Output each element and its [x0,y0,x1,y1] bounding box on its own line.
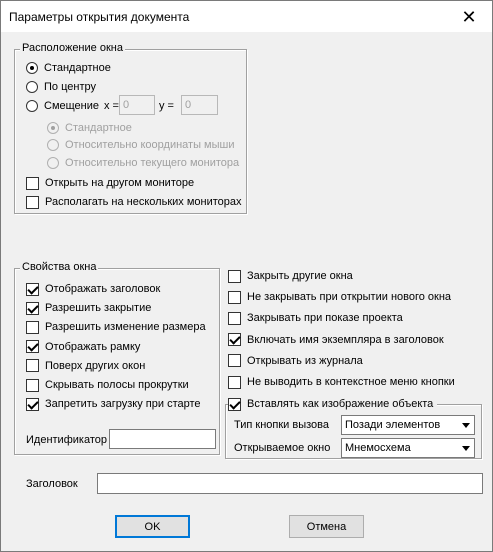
checkbox-other-monitor-box [26,177,39,190]
checkbox-box [228,354,241,367]
checkbox-option[interactable] [228,332,444,348]
checkbox-label: Запретить загрузку при старте [45,398,201,411]
location-legend: Расположение окна [22,42,123,54]
checkbox-label: Закрывать при показе проекта [247,312,403,325]
checkbox-label: Разрешить закрытие [45,302,152,315]
checkbox-label: Открывать из журнала [247,354,363,367]
checkbox-label: Отображать заголовок [45,283,161,295]
radio-sub-mouse[interactable] [47,137,235,153]
checkbox-box [26,359,39,372]
close-icon[interactable]: ✕ [461,6,477,27]
radio-standard-dot [26,62,38,74]
y-offset-input[interactable]: 0 [181,95,218,115]
checkbox-box [228,376,241,389]
radio-sub-standard[interactable] [47,120,132,136]
radio-offset[interactable] [26,98,99,114]
checkbox-label: Закрыть другие окна [247,270,353,282]
ok-button[interactable]: OK [115,515,190,538]
checkbox-multi-monitor-label: Располагать на нескольких мониторах [45,196,242,208]
checkbox-option[interactable] [26,377,189,393]
radio-sub-monitor-dot [47,157,59,169]
checkbox-box [228,312,241,325]
checkbox-option[interactable] [26,300,151,316]
checkbox-box [228,270,241,283]
identifier-label: Идентификатор [26,434,107,446]
checkbox-option[interactable] [228,353,363,369]
radio-center[interactable] [26,79,96,95]
checkbox-label: Скрывать полосы прокрутки [45,379,189,391]
title-bar [1,1,492,32]
radio-center-dot [26,81,38,93]
open-window-label: Открываемое окно [234,442,331,454]
checkbox-label: Разрешить изменение размера [45,321,206,334]
radio-sub-monitor[interactable] [47,155,239,171]
checkbox-box [228,291,241,304]
checkbox-label: Не выводить в контекстное меню кнопки [247,376,455,388]
radio-sub-mouse-label: Относительно координаты мыши [65,139,235,151]
checkbox-box [26,379,39,392]
checkbox-label: Поверх других окон [45,359,146,372]
button-type-value: Позади элементов [345,419,441,431]
checkbox-option[interactable] [26,339,140,355]
checkbox-insert-image[interactable] [228,396,437,412]
checkbox-option[interactable] [26,358,145,374]
radio-sub-standard-label: Стандартное [65,122,132,134]
radio-sub-mouse-dot [47,139,59,151]
checkbox-option[interactable] [26,396,201,412]
caption-label: Заголовок [26,478,78,490]
checkbox-multi-monitor-box [26,196,39,209]
radio-standard[interactable] [26,60,111,76]
chevron-down-icon[interactable] [457,416,474,434]
caption-input[interactable] [97,473,483,494]
radio-sub-monitor-label: Относительно текущего монитора [65,157,240,169]
radio-offset-label: Смещение [44,100,100,112]
button-type-label: Тип кнопки вызова [234,419,329,431]
props-legend: Свойства окна [22,261,97,273]
checkbox-option[interactable] [26,281,160,297]
checkbox-box [26,283,39,296]
identifier-input[interactable] [109,429,216,449]
checkbox-option[interactable] [228,374,455,390]
checkbox-box [26,340,39,353]
open-window-select[interactable] [341,438,475,458]
button-type-select[interactable] [341,415,475,435]
checkbox-other-monitor[interactable] [26,175,194,191]
checkbox-option[interactable] [26,319,206,335]
radio-sub-standard-dot [47,122,59,134]
checkbox-box [228,333,241,346]
radio-center-label: По центру [44,81,96,93]
y-label: y = [159,100,174,112]
open-window-value: Мнемосхема [345,442,411,454]
checkbox-label: Отображать рамку [45,340,141,353]
checkbox-option[interactable] [228,310,403,326]
checkbox-box [26,321,39,334]
checkbox-insert-image-label: Вставлять как изображение объекта [247,398,434,410]
chevron-down-icon[interactable] [457,439,474,457]
x-label: x = [104,100,119,112]
checkbox-insert-image-box [228,398,241,411]
checkbox-label: Не закрывать при открытии нового окна [247,291,452,304]
checkbox-other-monitor-label: Открыть на другом мониторе [45,177,195,189]
radio-offset-dot [26,100,38,112]
checkbox-option[interactable] [228,289,451,305]
checkbox-label: Включать имя экземпляра в заголовок [247,333,444,346]
checkbox-multi-monitor[interactable] [26,194,242,210]
radio-standard-label: Стандартное [44,62,111,74]
window-title: Параметры открытия документа [9,10,190,24]
checkbox-box [26,398,39,411]
checkbox-option[interactable] [228,268,353,284]
x-offset-input[interactable]: 0 [119,95,155,115]
cancel-button[interactable]: Отмена [289,515,364,538]
checkbox-box [26,302,39,315]
